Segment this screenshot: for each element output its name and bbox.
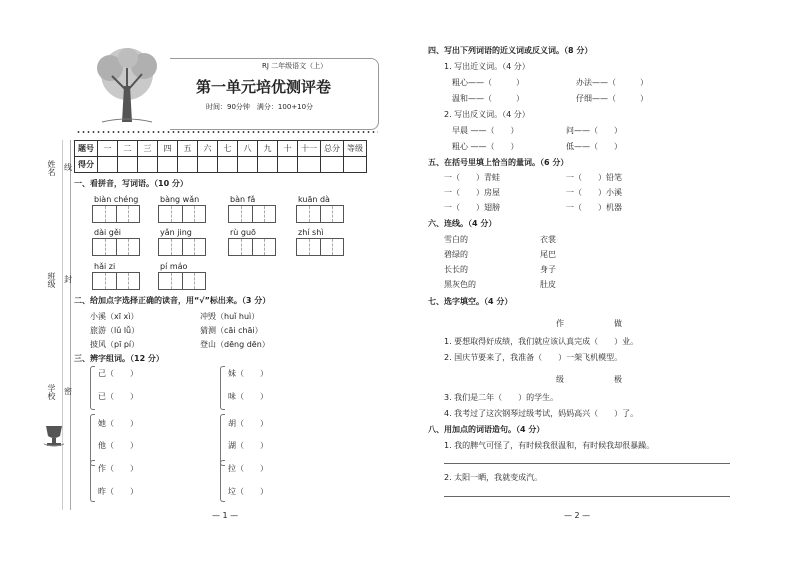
q6-right: 衣裳 <box>540 235 556 244</box>
writing-grid <box>296 205 344 223</box>
char-compose-item[interactable]: 湖（ ） <box>228 441 268 450</box>
dotted-divider <box>76 131 378 133</box>
page-number-2: — 2 — <box>564 511 591 520</box>
page-title: 第一单元培优测评卷 <box>196 78 332 96</box>
score-cell[interactable] <box>344 157 367 173</box>
exam-info: 时间：90分钟 满分：100+10分 <box>206 103 314 111</box>
pinyin-label: pí máo <box>160 262 188 271</box>
grouping-bracket <box>220 460 225 502</box>
score-cell[interactable] <box>178 157 198 173</box>
q5-item: 一（ ）房屋 <box>444 188 500 197</box>
q2-title: 二、给加点字选择正确的读音，用“√”标出来。（3 分） <box>74 296 271 305</box>
q2-item: 登山（dēng dēn） <box>200 340 270 349</box>
line-label: 线 <box>64 163 72 172</box>
score-table-header-cell: 一 <box>98 141 118 157</box>
q7-char: 极 <box>614 375 622 384</box>
q2-item: 旅游（lǔ lǚ） <box>90 326 140 335</box>
writing-grid <box>92 205 140 223</box>
q5-item: 一（ ）小溪 <box>566 188 622 197</box>
score-table-header-cell: 三 <box>138 141 158 157</box>
writing-grid <box>158 205 206 223</box>
writing-grid <box>296 238 344 256</box>
char-compose-item[interactable]: 胡（ ） <box>228 419 268 428</box>
score-table-header-cell: 十 <box>278 141 298 157</box>
score-table-header-cell: 八 <box>238 141 258 157</box>
name-label: 姓名 <box>47 160 56 176</box>
q2-item: 小溪（xī xì） <box>90 312 139 321</box>
score-cell[interactable] <box>298 157 321 173</box>
pinyin-label: rù guō <box>230 228 256 237</box>
q7-sentence: 3. 我们是二年（ ）的学生。 <box>444 393 559 402</box>
q4-ant: 问——（ ） <box>566 126 622 135</box>
grouping-bracket <box>90 366 95 410</box>
grouping-bracket <box>220 366 225 410</box>
q4-ant: 低——（ ） <box>566 142 622 151</box>
score-table-header-cell: 二 <box>118 141 138 157</box>
seal-label: 封 <box>64 275 72 284</box>
q4-syn: 温和——（ ） <box>452 94 524 103</box>
q8-sentence: 1. 我的脾气可怪了，有时候我很温和，有时候我却很暴躁。 <box>444 441 655 450</box>
q6-title: 六、连线。（4 分） <box>428 219 497 228</box>
q4-sub1: 1. 写出近义词。（4 分） <box>444 62 530 71</box>
char-compose-item[interactable]: 她（ ） <box>98 419 138 428</box>
pinyin-label: biàn chéng <box>94 195 139 204</box>
q6-right: 身子 <box>540 265 556 274</box>
q2-item: 披风（pī pí） <box>90 340 140 349</box>
q4-syn: 办法——（ ） <box>576 78 648 87</box>
trophy-icon <box>40 422 68 452</box>
writing-grid <box>228 238 276 256</box>
q6-left: 长长的 <box>444 265 468 274</box>
pinyin-label: bàn fǎ <box>230 195 256 204</box>
q4-sub2: 2. 写出反义词。（4 分） <box>444 110 530 119</box>
writing-grid <box>92 272 140 290</box>
grade-tag: RJ 二年级语文（上） <box>262 62 328 70</box>
q7-sentence: 1. 要想取得好成绩，我们就应该认真完成（ ）业。 <box>444 337 639 346</box>
score-cell[interactable] <box>98 157 118 173</box>
score-cell[interactable] <box>258 157 278 173</box>
q6-right: 尾巴 <box>540 250 556 259</box>
score-table-header-cell: 六 <box>198 141 218 157</box>
q1-title: 一、看拼音，写词语。（10 分） <box>74 179 188 188</box>
q5-item: 一（ ）翅膀 <box>444 203 500 212</box>
q2-item: 冲毁（huǐ huì） <box>200 312 260 321</box>
secret-label: 密 <box>64 387 72 396</box>
char-compose-item[interactable]: 昨（ ） <box>98 487 138 496</box>
score-cell[interactable] <box>321 157 344 173</box>
q4-syn: 粗心——（ ） <box>452 78 524 87</box>
char-compose-item[interactable]: 已（ ） <box>98 392 138 401</box>
q5-title: 五、在括号里填上恰当的量词。（6 分） <box>428 158 569 167</box>
school-label: 学校 <box>47 384 56 400</box>
grouping-bracket <box>90 414 95 466</box>
score-table-header-cell: 题号 <box>75 141 98 157</box>
score-table-header-cell: 四 <box>158 141 178 157</box>
q6-left: 黑灰色的 <box>444 280 476 289</box>
score-cell[interactable] <box>238 157 258 173</box>
q7-sentence: 4. 我考过了这次钢琴过级考试，妈妈高兴（ ）了。 <box>444 409 639 418</box>
score-table-header-cell: 十一 <box>298 141 321 157</box>
char-compose-item[interactable]: 垃（ ） <box>228 487 268 496</box>
score-cell[interactable] <box>158 157 178 173</box>
char-compose-item[interactable]: 他（ ） <box>98 441 138 450</box>
score-row-label: 得分 <box>75 157 98 173</box>
score-table-header-cell: 五 <box>178 141 198 157</box>
score-table <box>74 140 367 173</box>
char-compose-item[interactable]: 己（ ） <box>98 369 138 378</box>
binding-line-2 <box>62 140 63 510</box>
grouping-bracket <box>90 460 95 502</box>
char-compose-item[interactable]: 妹（ ） <box>228 369 268 378</box>
tree-logo <box>82 46 172 132</box>
char-compose-item[interactable]: 味（ ） <box>228 392 268 401</box>
pinyin-label: kuān dà <box>298 195 330 204</box>
q8-sentence: 2. 太阳一晒，我就变成汽。 <box>444 473 543 482</box>
score-table-header-cell: 九 <box>258 141 278 157</box>
class-label: 班级 <box>47 272 56 288</box>
writing-grid <box>158 272 206 290</box>
q7-char: 级 <box>556 375 564 384</box>
answer-line <box>444 496 730 497</box>
pinyin-label: yǎn jing <box>160 228 192 237</box>
pinyin-label: hǎi zi <box>94 262 116 271</box>
answer-line <box>444 463 730 464</box>
pinyin-label: bàng wǎn <box>160 195 200 204</box>
q3-title: 三、辨字组词。（12 分） <box>74 354 164 363</box>
writing-grid <box>158 238 206 256</box>
score-table-header-cell: 等级 <box>344 141 367 157</box>
char-compose-item[interactable]: 拉（ ） <box>228 464 268 473</box>
score-cell[interactable] <box>138 157 158 173</box>
page-number-1: — 1 — <box>212 511 239 520</box>
score-cell[interactable] <box>218 157 238 173</box>
score-table-header-cell: 七 <box>218 141 238 157</box>
pinyin-label: dài gěi <box>94 228 121 237</box>
pinyin-label: zhí shì <box>298 228 324 237</box>
grouping-bracket <box>220 414 225 466</box>
q4-ant: 粗心 ——（ ） <box>452 142 519 151</box>
q6-left: 雪白的 <box>444 235 468 244</box>
score-cell[interactable] <box>198 157 218 173</box>
q4-syn: 仔细——（ ） <box>576 94 648 103</box>
q8-title: 八、用加点的词语造句。（4 分） <box>428 425 545 434</box>
writing-grid <box>92 238 140 256</box>
q6-right: 肚皮 <box>540 280 556 289</box>
binding-line <box>70 140 71 510</box>
writing-grid <box>228 205 276 223</box>
q7-char: 作 <box>556 319 564 328</box>
q6-left: 碧绿的 <box>444 250 468 259</box>
char-compose-item[interactable]: 作（ ） <box>98 464 138 473</box>
score-table-header-cell: 总分 <box>321 141 344 157</box>
q7-sentence: 2. 国庆节要来了，我准备（ ）一架飞机模型。 <box>444 353 623 362</box>
q4-ant: 早晨 ——（ ） <box>452 126 519 135</box>
q7-title: 七、选字填空。（4 分） <box>428 297 513 306</box>
q4-title: 四、写出下列词语的近义词或反义词。（8 分） <box>428 46 593 55</box>
q5-item: 一（ ）青蛙 <box>444 173 500 182</box>
score-cell[interactable] <box>278 157 298 173</box>
q5-item: 一（ ）机器 <box>566 203 622 212</box>
q7-char: 做 <box>614 319 622 328</box>
q2-item: 猜测（cāi chāi） <box>200 326 263 335</box>
score-cell[interactable] <box>118 157 138 173</box>
q5-item: 一（ ）铅笔 <box>566 173 622 182</box>
